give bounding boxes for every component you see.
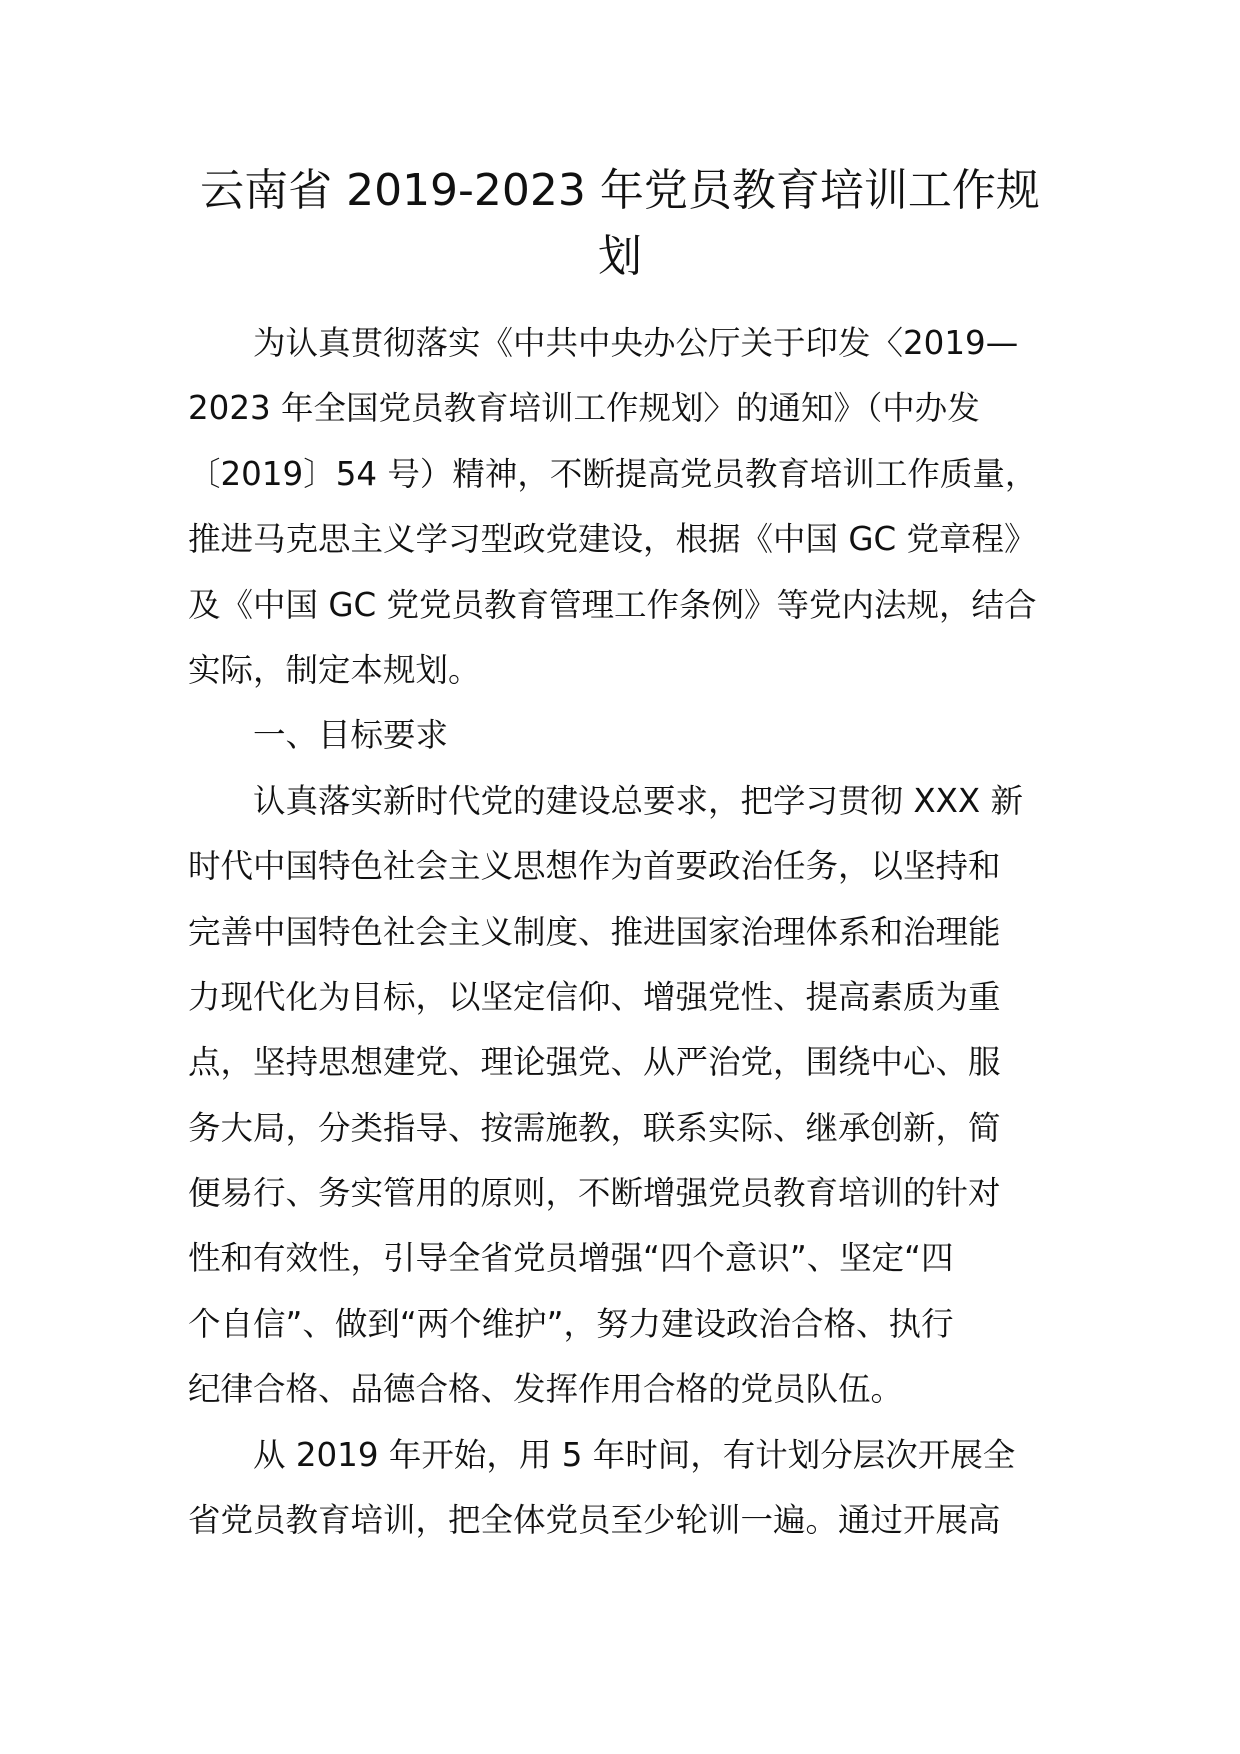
section-heading (188, 703, 1068, 768)
text-line: 认真落实新时代党的建设总要求，把学习贯彻 XXX 新 (253, 781, 1023, 820)
text-line: 实际，制定本规划。 (188, 650, 481, 689)
title-line-1: 云南省 2019-2023 年党员教育培训工作规 (200, 165, 1040, 216)
text-line: 推进马克思主义学习型政党建设，根据《中国 GC 党章程》 (188, 520, 1037, 559)
text-line: 省党员教育培训，把全体党员至少轮训一遍。通过开展高 (188, 1501, 1001, 1540)
title-line-2: 划 (598, 231, 642, 282)
text-line: 从 2019 年开始，用 5 年时间，有计划分层次开展全 (253, 1435, 1016, 1474)
paragraph-schedule (188, 1423, 1068, 1554)
text-line: 便易行、务实管用的原则，不断增强党员教育培训的针对 (188, 1174, 1001, 1213)
text-line: 个自信”、做到“两个维护”，努力建设政治合格、执行 (188, 1304, 954, 1343)
text-line: 纪律合格、品德合格、发挥作用合格的党员队伍。 (188, 1370, 904, 1409)
text-line: 为认真贯彻落实《中共中央办公厅关于印发〈2019— (253, 324, 1019, 362)
text-line: 务大局，分类指导、按需施教，联系实际、继承创新，简 (188, 1108, 1001, 1147)
paragraph-intro (188, 311, 1068, 703)
text-line: 点，坚持思想建党、理论强党、从严治党，围绕中心、服 (188, 1043, 1001, 1082)
heading-text: 一、目标要求 (253, 716, 449, 755)
text-line: 力现代化为目标，以坚定信仰、增强党性、提高素质为重 (188, 977, 1001, 1016)
document-title (180, 158, 1060, 290)
paragraph-goals (188, 769, 1068, 1423)
text-line: 性和有效性，引导全省党员增强“四个意识”、坚定“四 (188, 1239, 954, 1278)
text-line: 及《中国 GC 党党员教育管理工作条例》等党内法规，结合 (188, 585, 1037, 624)
text-line: 时代中国特色社会主义思想作为首要政治任务，以坚持和 (188, 847, 1001, 886)
document-body (188, 311, 1068, 1553)
text-line: 2023 年全国党员教育培训工作规划〉的通知》（中办发 (188, 389, 980, 428)
text-line: 完善中国特色社会主义制度、推进国家治理体系和治理能 (188, 912, 1001, 951)
text-line: 〔2019〕54 号）精神，不断提高党员教育培训工作质量， (188, 454, 1038, 493)
